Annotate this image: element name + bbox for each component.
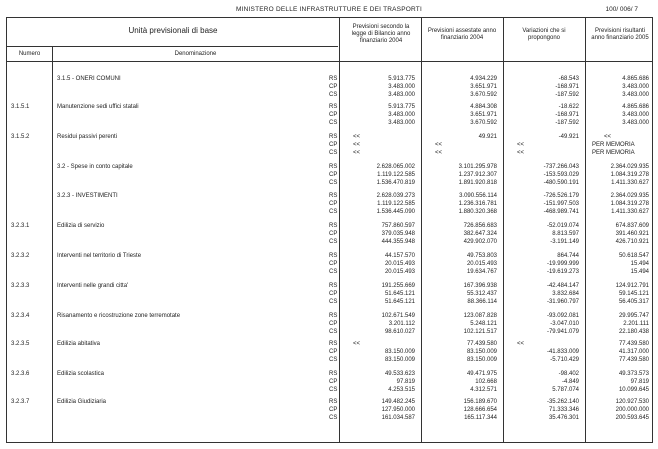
value-prev-assestate: 123.087.828 — [463, 313, 497, 319]
value-prev-assestate: 88.366.114 — [467, 299, 497, 305]
row-number: 3.2.3.2 — [11, 253, 30, 259]
row-code: CP — [329, 172, 338, 178]
row-number: 3.2.3.4 — [11, 313, 30, 319]
row-code: RS — [329, 134, 338, 140]
col-prev-assestate-header: Previsioni assestate anno finanziario 2004 — [427, 28, 497, 41]
value-prev-assestate: 726.856.683 — [463, 223, 497, 229]
value-prev-assestate: 1.880.320.368 — [458, 209, 497, 215]
value-variazioni: -42.484.147 — [546, 283, 579, 289]
value-prev-risultanti: 29.995.747 — [618, 313, 649, 319]
value-variazioni: 71.333.346 — [548, 407, 579, 413]
value-prev-bilancio: 44.157.570 — [384, 253, 415, 259]
row-denomination: Manutenzione sedi uffici statali — [57, 104, 139, 110]
row-code: RS — [329, 253, 338, 259]
value-prev-risultanti: 674.837.609 — [615, 223, 649, 229]
value-prev-risultanti: 426.710.921 — [615, 239, 649, 245]
value-prev-bilancio: << — [353, 341, 361, 347]
row-number: 3.2.3.1 — [11, 223, 30, 229]
row-denomination: Edilizia abitativa — [57, 341, 101, 347]
value-prev-risultanti: 2.364.029.935 — [610, 193, 649, 199]
col-numero-header: Numero — [18, 51, 41, 57]
value-prev-risultanti: 59.145.121 — [618, 291, 649, 297]
value-variazioni: -93.092.081 — [546, 313, 579, 319]
value-prev-assestate: 3.651.971 — [470, 84, 497, 90]
value-variazioni: << — [517, 142, 525, 148]
row-code: CP — [329, 291, 338, 297]
value-prev-risultanti: 49.373.573 — [618, 371, 649, 377]
value-variazioni: -726.526.179 — [543, 193, 579, 199]
value-prev-risultanti: 3.483.000 — [622, 84, 649, 90]
row-number: 3.2.3.5 — [11, 341, 30, 347]
value-prev-bilancio: << — [353, 134, 361, 140]
value-prev-bilancio: 379.035.948 — [381, 231, 415, 237]
value-prev-bilancio: 5.913.775 — [388, 76, 415, 82]
value-prev-risultanti: 10.099.645 — [618, 387, 649, 393]
row-code: RS — [329, 223, 338, 229]
row-code: CS — [329, 150, 338, 156]
value-variazioni: -737.266.043 — [543, 164, 579, 170]
row-denomination: Edilizia di servizio — [57, 223, 105, 229]
value-variazioni: -79.941.079 — [546, 329, 579, 335]
value-prev-assestate: 102.121.517 — [463, 329, 497, 335]
value-variazioni: -480.590.191 — [543, 180, 579, 186]
divider — [52, 46, 53, 442]
row-code: CS — [329, 92, 338, 98]
value-prev-assestate: 83.150.009 — [466, 357, 497, 363]
col-variazioni-header: Variazioni che si propongono — [522, 28, 566, 41]
value-variazioni: -52.019.074 — [546, 223, 579, 229]
value-variazioni: -153.593.029 — [543, 172, 579, 178]
value-prev-assestate: 167.396.938 — [463, 283, 497, 289]
row-code: RS — [329, 193, 338, 199]
row-code: CS — [329, 415, 338, 421]
value-prev-assestate: << — [435, 150, 443, 156]
value-prev-bilancio: 757.860.597 — [381, 223, 415, 229]
row-code: CS — [329, 120, 338, 126]
row-denomination: Interventi nel territorio di Trieste — [57, 253, 142, 259]
value-variazioni: 8.813.597 — [552, 231, 579, 237]
divider — [585, 18, 586, 442]
value-prev-assestate: 55.312.437 — [466, 291, 497, 297]
value-prev-bilancio: 3.483.000 — [388, 84, 415, 90]
divider — [503, 18, 504, 442]
value-prev-bilancio: 1.536.470.819 — [376, 180, 415, 186]
value-prev-risultanti: 4.865.686 — [622, 76, 649, 82]
value-variazioni: -5.710.429 — [550, 357, 579, 363]
row-code: RS — [329, 76, 338, 82]
value-prev-risultanti: 1.084.319.278 — [610, 201, 649, 207]
value-prev-risultanti: 2.201.111 — [623, 321, 649, 327]
value-variazioni: -19.619.273 — [546, 269, 579, 275]
row-code: CP — [329, 231, 338, 237]
row-code: CS — [329, 269, 338, 275]
value-prev-risultanti: 391.460.921 — [615, 231, 649, 237]
row-code: RS — [329, 313, 338, 319]
row-code: CP — [329, 84, 338, 90]
value-prev-bilancio: 161.034.587 — [381, 415, 415, 421]
divider — [7, 61, 652, 62]
value-prev-bilancio: 127.950.000 — [381, 407, 415, 413]
value-prev-bilancio: << — [353, 150, 361, 156]
value-prev-risultanti: 1.411.330.627 — [611, 209, 649, 215]
row-code: CP — [329, 407, 338, 413]
value-prev-bilancio: 1.119.122.585 — [377, 201, 415, 207]
value-prev-bilancio: 98.610.027 — [384, 329, 415, 335]
value-prev-bilancio: 2.628.039.273 — [376, 193, 415, 199]
row-denomination: Risanamento e ricostruzione zone terremotate — [57, 313, 181, 319]
divider — [421, 18, 422, 442]
main-header: Unità previsionali di base — [128, 26, 218, 35]
value-prev-bilancio: 3.201.112 — [388, 321, 415, 327]
value-prev-risultanti: 97.819 — [630, 379, 649, 385]
value-prev-bilancio: 149.482.245 — [381, 399, 415, 405]
value-prev-assestate: 3.670.592 — [470, 120, 497, 126]
value-prev-risultanti: 200.000.000 — [615, 407, 649, 413]
value-prev-bilancio: 444.355.948 — [381, 239, 415, 245]
value-variazioni: -19.999.999 — [546, 261, 579, 267]
row-code: CP — [329, 379, 338, 385]
value-prev-bilancio: << — [353, 142, 361, 148]
value-prev-assestate: 49.471.975 — [466, 371, 497, 377]
divider — [7, 46, 338, 47]
value-prev-risultanti: 56.405.317 — [618, 299, 649, 305]
value-prev-risultanti: 3.483.000 — [622, 112, 649, 118]
value-prev-risultanti: 15.494 — [630, 261, 649, 267]
row-denomination: 3.1.5 - ONERI COMUNI — [57, 76, 121, 82]
row-code: CS — [329, 299, 338, 305]
value-variazioni: -4.849 — [561, 379, 579, 385]
row-code: RS — [329, 371, 338, 377]
row-code: RS — [329, 283, 338, 289]
value-prev-risultanti: 124.912.791 — [615, 283, 649, 289]
value-prev-assestate: 3.101.295.978 — [458, 164, 497, 170]
value-prev-assestate: 3.651.971 — [470, 112, 497, 118]
value-variazioni: << — [517, 150, 525, 156]
value-prev-risultanti: 200.593.645 — [615, 415, 649, 421]
col-prev-bilancio-header: Previsioni secondo la legge di Bilancio anno finanziario 2004 — [351, 24, 411, 44]
value-prev-assestate: 382.647.324 — [463, 231, 497, 237]
row-denomination: Residui passivi perenti — [57, 134, 118, 140]
row-code: CP — [329, 142, 338, 148]
value-prev-bilancio: 49.533.623 — [384, 371, 415, 377]
col-denominazione-header: Denominazione — [174, 51, 217, 57]
value-prev-bilancio: 83.150.009 — [384, 349, 415, 355]
value-prev-risultanti: 2.364.029.935 — [610, 164, 649, 170]
row-code: RS — [329, 399, 338, 405]
value-prev-risultanti: 3.483.000 — [622, 120, 649, 126]
row-code: CP — [329, 201, 338, 207]
row-code: RS — [329, 341, 338, 347]
value-variazioni: -187.592 — [555, 120, 579, 126]
row-code: CS — [329, 239, 338, 245]
value-prev-assestate: 3.670.592 — [470, 92, 497, 98]
value-prev-risultanti: 77.439.580 — [618, 341, 649, 347]
value-prev-assestate: 1.237.912.307 — [458, 172, 497, 178]
divider — [339, 18, 340, 442]
value-variazioni: -41.833.009 — [546, 349, 579, 355]
row-denomination: Edilizia scolastica — [57, 371, 105, 377]
value-prev-bilancio: 4.253.515 — [388, 387, 415, 393]
row-number: 3.2.3.6 — [11, 371, 30, 377]
ministry-title: MINISTERO DELLE INFRASTRUTTURE E DEI TRASPORTI — [236, 6, 422, 13]
value-variazioni: -49.921 — [558, 134, 579, 140]
value-prev-risultanti: 50.618.547 — [618, 253, 649, 259]
value-variazioni: -151.997.503 — [543, 201, 579, 207]
value-variazioni: -31.960.797 — [546, 299, 579, 305]
value-prev-bilancio: 51.645.121 — [384, 291, 415, 297]
value-prev-risultanti: << — [604, 134, 612, 140]
value-prev-assestate: 4.934.229 — [470, 76, 497, 82]
value-variazioni: 864.744 — [557, 253, 579, 259]
value-variazioni: -168.971 — [555, 112, 579, 118]
row-code: RS — [329, 104, 338, 110]
row-denomination: Edilizia Giudiziaria — [57, 399, 107, 405]
row-code: CS — [329, 180, 338, 186]
value-prev-risultanti: 22.180.438 — [618, 329, 649, 335]
value-prev-risultanti: 4.865.686 — [622, 104, 649, 110]
value-variazioni: -3.191.149 — [550, 239, 579, 245]
value-prev-assestate: 429.902.070 — [463, 239, 497, 245]
value-prev-bilancio: 1.119.122.585 — [377, 172, 415, 178]
value-variazioni: 3.832.684 — [552, 291, 579, 297]
value-variazioni: -468.989.741 — [543, 209, 579, 215]
value-variazioni: 5.787.074 — [552, 387, 579, 393]
value-prev-assestate: 4.312.571 — [470, 387, 497, 393]
value-prev-assestate: 49.921 — [478, 134, 497, 140]
row-code: CS — [329, 209, 338, 215]
value-prev-risultanti: 1.084.319.278 — [610, 172, 649, 178]
row-code: RS — [329, 164, 338, 170]
value-variazioni: << — [517, 341, 525, 347]
value-prev-assestate: 83.150.009 — [466, 349, 497, 355]
row-code: CP — [329, 349, 338, 355]
value-prev-bilancio: 3.483.000 — [388, 120, 415, 126]
value-prev-assestate: 1.236.316.781 — [458, 201, 497, 207]
value-prev-risultanti: 77.439.580 — [618, 357, 649, 363]
value-variazioni: 35.476.301 — [548, 415, 579, 421]
value-variazioni: -18.622 — [558, 104, 579, 110]
value-prev-assestate: 1.891.920.818 — [458, 180, 497, 186]
value-prev-bilancio: 102.671.549 — [381, 313, 415, 319]
value-prev-assestate: 5.248.121 — [470, 321, 497, 327]
row-number: 3.2.3.3 — [11, 283, 30, 289]
value-prev-assestate: 4.884.308 — [470, 104, 497, 110]
budget-table — [6, 17, 653, 443]
row-denomination: 3.2 - Spese in conto capitale — [57, 164, 133, 170]
value-prev-assestate: 102.668 — [475, 379, 497, 385]
row-code: CS — [329, 329, 338, 335]
row-code: CP — [329, 261, 338, 267]
row-denomination: 3.2.3 - INVESTIMENTI — [57, 193, 118, 199]
value-prev-assestate: 3.090.556.114 — [459, 193, 497, 199]
value-prev-risultanti: 3.483.000 — [622, 92, 649, 98]
value-prev-bilancio: 51.645.121 — [384, 299, 415, 305]
row-code: CS — [329, 387, 338, 393]
row-number: 3.1.5.2 — [11, 134, 30, 140]
value-variazioni: -68.543 — [558, 76, 579, 82]
value-prev-bilancio: 191.255.669 — [381, 283, 415, 289]
value-variazioni: -168.971 — [555, 84, 579, 90]
value-prev-bilancio: 83.150.009 — [384, 357, 415, 363]
value-prev-bilancio: 3.483.000 — [388, 92, 415, 98]
value-prev-assestate: 77.439.580 — [466, 341, 497, 347]
value-prev-bilancio: 1.536.445.090 — [376, 209, 415, 215]
value-prev-assestate: 20.015.493 — [466, 261, 497, 267]
value-prev-risultanti: 41.317.000 — [618, 349, 649, 355]
value-prev-bilancio: 5.913.775 — [388, 104, 415, 110]
value-prev-risultanti: 15.494 — [630, 269, 649, 275]
value-variazioni: -98.402 — [558, 371, 579, 377]
value-prev-bilancio: 97.819 — [396, 379, 415, 385]
row-code: CP — [329, 112, 338, 118]
row-number: 3.2.3.7 — [11, 399, 30, 405]
value-prev-bilancio: 20.015.493 — [384, 269, 415, 275]
value-prev-bilancio: 3.483.000 — [388, 112, 415, 118]
value-prev-assestate: 49.753.803 — [466, 253, 497, 259]
col-prev-risultanti-header: Previsioni risultanti anno finanziario 2005 — [591, 28, 649, 41]
value-prev-bilancio: 20.015.493 — [384, 261, 415, 267]
value-variazioni: -187.592 — [555, 92, 579, 98]
row-code: CP — [329, 321, 338, 327]
value-prev-assestate: 156.189.670 — [463, 399, 497, 405]
value-prev-risultanti: PER MEMORIA — [592, 142, 635, 148]
page-number: 100/ 006/ 7 — [605, 6, 638, 13]
value-prev-assestate: 19.634.767 — [466, 269, 497, 275]
row-number: 3.1.5.1 — [11, 104, 30, 110]
value-variazioni: -3.047.010 — [550, 321, 579, 327]
value-prev-assestate: << — [435, 142, 443, 148]
row-code: CS — [329, 357, 338, 363]
value-prev-bilancio: 2.628.065.002 — [376, 164, 415, 170]
value-prev-assestate: 128.666.654 — [463, 407, 497, 413]
value-prev-risultanti: 1.411.330.627 — [611, 180, 649, 186]
value-prev-assestate: 165.117.344 — [464, 415, 497, 421]
row-denomination: Interventi nelle grandi citta' — [57, 283, 129, 289]
value-prev-risultanti: PER MEMORIA — [592, 150, 635, 156]
value-prev-risultanti: 120.927.530 — [615, 399, 649, 405]
value-variazioni: -35.262.140 — [546, 399, 579, 405]
